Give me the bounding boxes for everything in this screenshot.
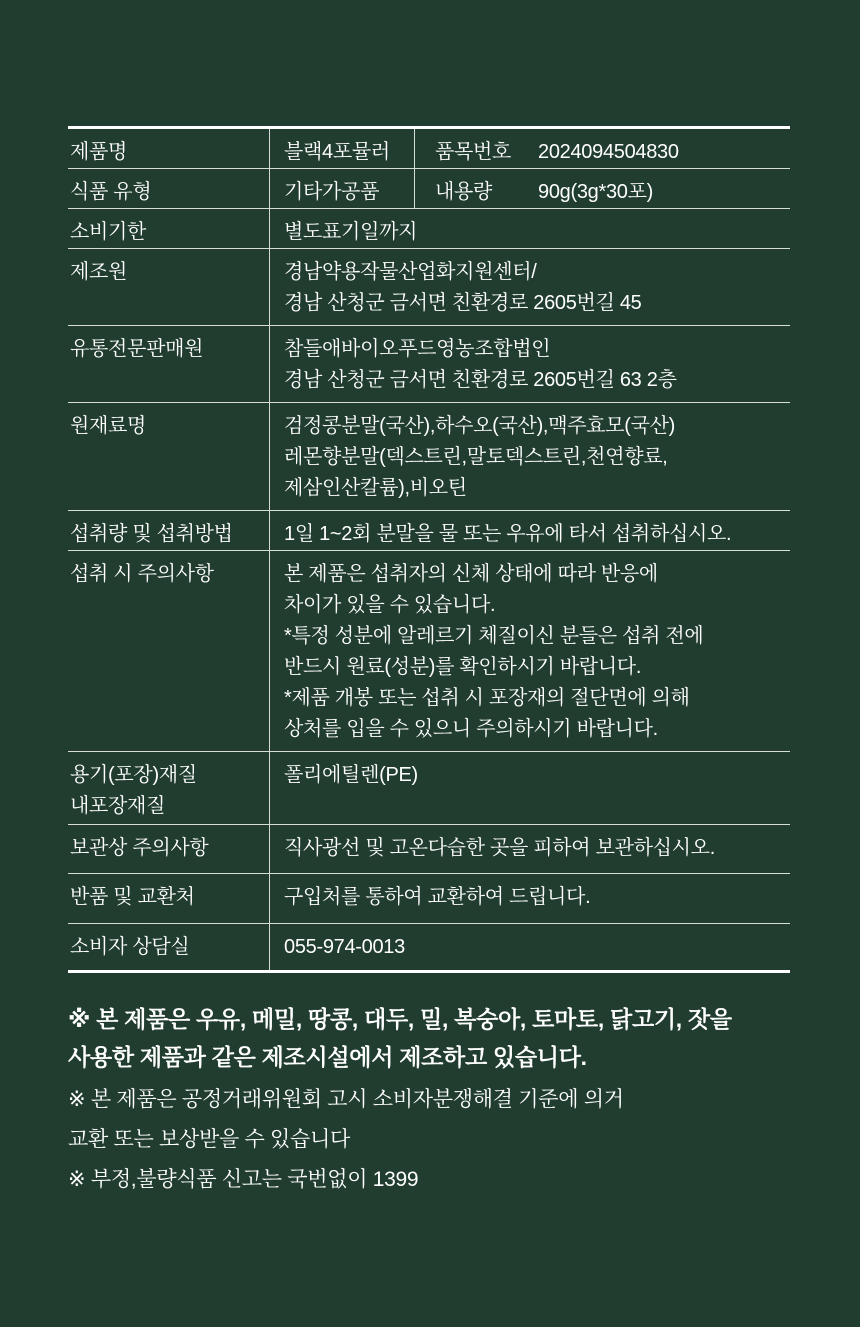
row-value bbox=[270, 169, 791, 209]
row-value bbox=[270, 752, 791, 825]
report-notice: ※ 부정,불량식품 신고는 국번없이 1399 bbox=[68, 1168, 419, 1191]
table-row bbox=[68, 825, 790, 874]
row-label: 식품 유형 bbox=[68, 169, 270, 209]
compensation-notice-line: ※ 본 제품은 공정거래위원회 고시 소비자분쟁해결 기준에 의거 bbox=[68, 1088, 624, 1111]
row-label: 제품명 bbox=[70, 141, 128, 163]
notice-section bbox=[68, 1000, 808, 1200]
row-label: 섭취량 및 섭취방법 bbox=[68, 511, 270, 551]
table-row bbox=[68, 326, 790, 403]
label-line: 용기(포장)재질 bbox=[70, 764, 197, 786]
table-row bbox=[68, 403, 790, 511]
row-value bbox=[270, 924, 791, 972]
table-row bbox=[68, 249, 790, 326]
row-value bbox=[270, 551, 791, 752]
table-row bbox=[68, 752, 790, 825]
row-label: 원재료명 bbox=[68, 403, 270, 511]
table-row bbox=[68, 169, 790, 209]
value-line: 구입처를 통하여 교환하여 드립니다. bbox=[284, 886, 591, 908]
row-value bbox=[270, 326, 791, 403]
value-line: 경남 산청군 금서면 친환경로 2605번길 63 2층 bbox=[284, 369, 677, 391]
table-row bbox=[68, 511, 790, 551]
value-line: 경남 산청군 금서면 친환경로 2605번길 45 bbox=[284, 292, 642, 314]
row-value bbox=[270, 403, 791, 511]
value-line: 제삼인산칼륨),비오틴 bbox=[284, 477, 467, 499]
compensation-notice bbox=[68, 1080, 808, 1160]
row-label: 소비기한 bbox=[68, 209, 270, 249]
food-type: 기타가공품 bbox=[284, 169, 415, 208]
product-name: 블랙4포뮬러 bbox=[284, 129, 415, 168]
value-line: 본 제품은 섭취자의 신체 상태에 따라 반응에 bbox=[284, 563, 658, 585]
row-value bbox=[270, 825, 791, 874]
item-number-label: 품목번호 bbox=[435, 141, 512, 163]
row-label: 보관상 주의사항 bbox=[68, 825, 270, 874]
row-label: 소비자 상담실 bbox=[68, 924, 270, 972]
value-line: 차이가 있을 수 있습니다. bbox=[284, 594, 496, 616]
row-label bbox=[68, 752, 270, 825]
table-row bbox=[68, 128, 790, 169]
compensation-notice-line: 교환 또는 보상받을 수 있습니다 bbox=[68, 1128, 350, 1151]
row-label: 섭취 시 주의사항 bbox=[68, 551, 270, 752]
row-value bbox=[270, 128, 791, 169]
net-content-label: 내용량 bbox=[435, 181, 493, 203]
row-value bbox=[270, 249, 791, 326]
row-value bbox=[270, 511, 791, 551]
table-row bbox=[68, 209, 790, 249]
value-line: 별도표기일까지 bbox=[284, 221, 418, 243]
value-line: 경남약용작물산업화지원센터/ bbox=[284, 261, 537, 283]
value-line: 폴리에틸렌(PE) bbox=[284, 764, 418, 786]
value-line: *특정 성분에 알레르기 체질이신 분들은 섭취 전에 bbox=[284, 625, 704, 647]
row-label: 유통전문판매원 bbox=[68, 326, 270, 403]
allergy-notice-line: 사용한 제품과 같은 제조시설에서 제조하고 있습니다. bbox=[68, 1044, 587, 1070]
table-row bbox=[68, 924, 790, 972]
row-value bbox=[270, 874, 791, 924]
row-value bbox=[270, 209, 791, 249]
allergy-notice bbox=[68, 1000, 808, 1076]
value-line: 상처를 입을 수 있으니 주의하시기 바랍니다. bbox=[284, 718, 658, 740]
value-line: 1일 1~2회 분말을 물 또는 우유에 타서 섭취하십시오. bbox=[284, 523, 732, 545]
label-line: 내포장재질 bbox=[70, 795, 166, 817]
row-label: 제조원 bbox=[68, 249, 270, 326]
value-line: 반드시 원료(성분)를 확인하시기 바랍니다. bbox=[284, 656, 642, 678]
value-line: 055-974-0013 bbox=[284, 936, 405, 958]
value-line: 검정콩분말(국산),하수오(국산),맥주효모(국산) bbox=[284, 415, 676, 437]
net-content-value: 90g(3g*30포) bbox=[538, 181, 653, 203]
row-label: 반품 및 교환처 bbox=[68, 874, 270, 924]
value-line: 레몬향분말(덱스트린,말토덱스트린,천연향료, bbox=[284, 446, 668, 468]
allergy-notice-line: ※ 본 제품은 우유, 메밀, 땅콩, 대두, 밀, 복숭아, 토마토, 닭고기, 잣을 bbox=[68, 1006, 732, 1032]
value-line: *제품 개봉 또는 섭취 시 포장재의 절단면에 의해 bbox=[284, 687, 690, 709]
table-row bbox=[68, 874, 790, 924]
table-row bbox=[68, 551, 790, 752]
value-line: 참들애바이오푸드영농조합법인 bbox=[284, 338, 551, 360]
product-info-table bbox=[68, 126, 790, 973]
item-number-value: 2024094504830 bbox=[538, 141, 679, 163]
value-line: 직사광선 및 고온다습한 곳을 피하여 보관하십시오. bbox=[284, 837, 715, 859]
